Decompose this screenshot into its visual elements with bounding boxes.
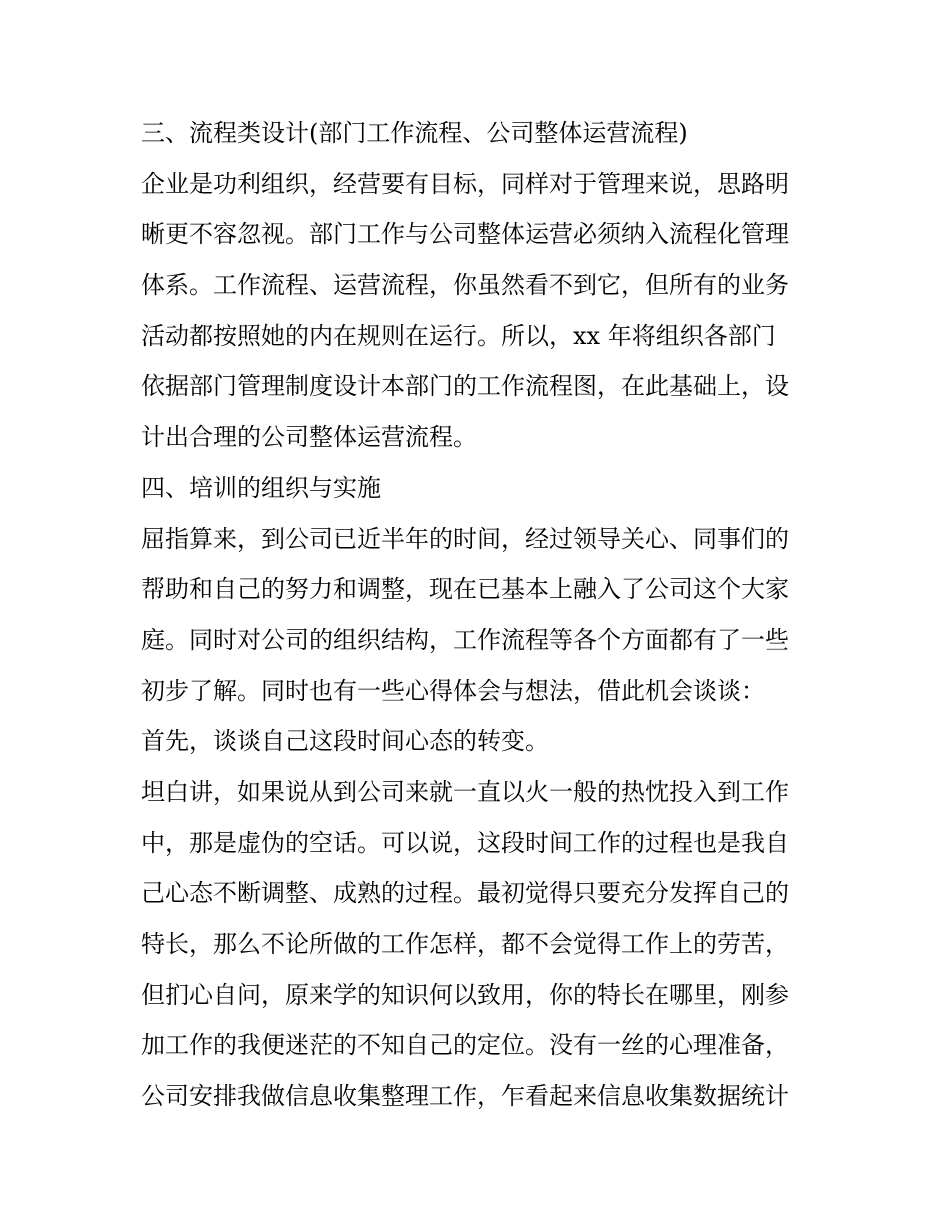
section-heading: 四、培训的组织与实施 (141, 473, 381, 502)
paragraph-line: 加工作的我便迷茫的不知自己的定位。没有一丝的心理准备， (141, 1031, 789, 1060)
paragraph-line: 活动都按照她的内在规则在运行。所以，xx 年将组织各部门 (141, 321, 776, 350)
paragraph-line: 庭。同时对公司的组织结构，工作流程等各个方面都有了一些 (141, 625, 789, 654)
section-heading: 三、流程类设计(部门工作流程、公司整体运营流程) (141, 119, 688, 147)
paragraph-line: 但扪心自问，原来学的知识何以致用，你的特长在哪里，刚参 (141, 980, 789, 1009)
paragraph-line: 帮助和自己的努力和调整，现在已基本上融入了公司这个大家 (141, 575, 789, 604)
document-body (141, 108, 821, 1122)
paragraph-line: 屈指算来，到公司已近半年的时间，经过领导关心、同事们的 (141, 524, 789, 553)
paragraph-line: 初步了解。同时也有一些心得体会与想法，借此机会谈谈： (141, 676, 765, 705)
paragraph-line: 己心态不断调整、成熟的过程。最初觉得只要充分发挥自己的 (141, 879, 789, 908)
paragraph-line: 晰更不容忽视。部门工作与公司整体运营必须纳入流程化管理 (141, 220, 789, 249)
paragraph-line: 特长，那么不论所做的工作怎样，都不会觉得工作上的劳苦， (141, 930, 789, 958)
paragraph-line: 体系。工作流程、运营流程，你虽然看不到它，但所有的业务 (141, 271, 789, 300)
paragraph-line: 企业是功利组织，经营要有目标，同样对于管理来说，思路明 (141, 169, 789, 198)
paragraph-line: 计出合理的公司整体运营流程。 (141, 423, 477, 452)
paragraph-line: 中，那是虚伪的空话。可以说，这段时间工作的过程也是我自 (141, 828, 789, 857)
paragraph-line: 依据部门管理制度设计本部门的工作流程图，在此基础上，设 (141, 372, 789, 401)
paragraph-line: 公司安排我做信息收集整理工作，乍看起来信息收集数据统计 (141, 1082, 789, 1111)
paragraph-line: 首先，谈谈自己这段时间心态的转变。 (141, 727, 549, 756)
paragraph-line: 坦白讲，如果说从到公司来就一直以火一般的热忱投入到工作 (141, 777, 789, 806)
